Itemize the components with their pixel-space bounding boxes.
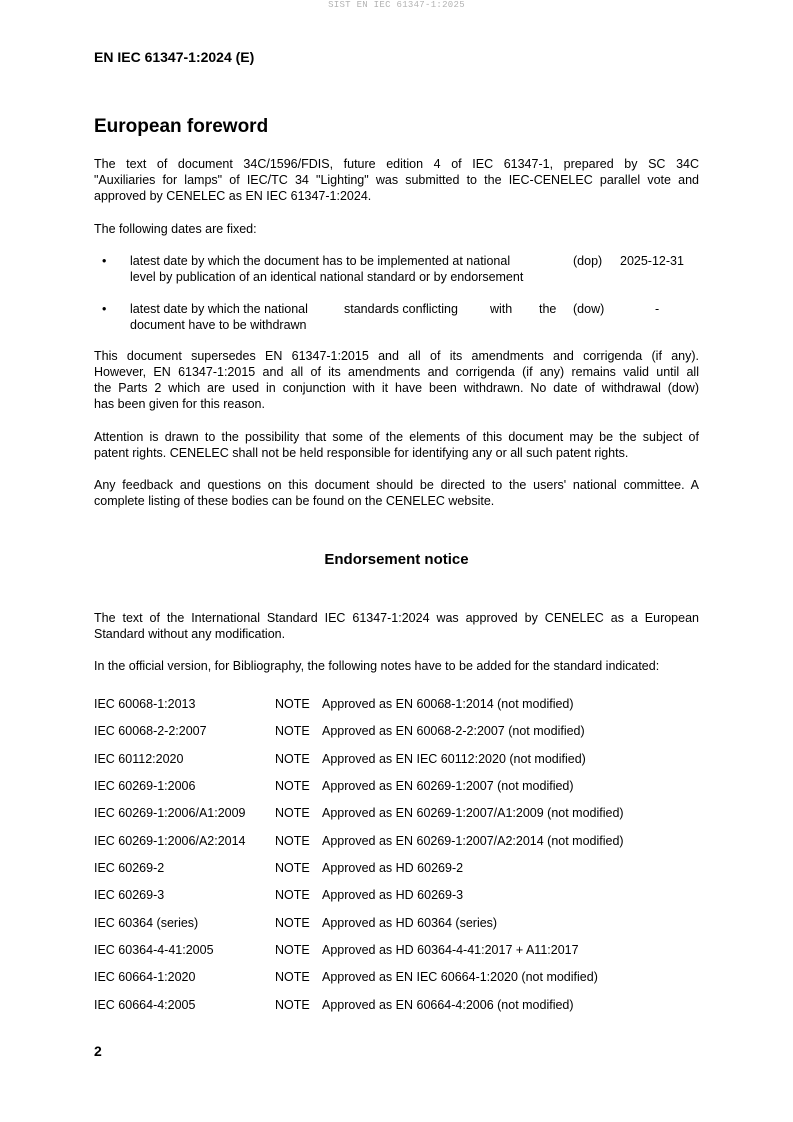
dow-description-line-2: document have to be withdrawn [130, 318, 307, 332]
note-label: NOTE [275, 998, 310, 1012]
foreword-paragraph-2-line-3: the Parts 2 which are used in conjunction with it have been withdrawn. No date of withdrawal (dow) [94, 381, 699, 395]
note-standard: IEC 60364 (series) [94, 916, 199, 930]
note-approval: Approved as EN 60269-1:2007/A1:2009 (not modified) [322, 806, 624, 820]
note-approval: Approved as EN IEC 60112:2020 (not modified) [322, 752, 586, 766]
dop-description-line-1: latest date by which the document has to be implemented at national [130, 254, 511, 268]
note-standard: IEC 60112:2020 [94, 752, 184, 766]
note-standard: IEC 60269-1:2006/A1:2009 [94, 806, 246, 820]
table-row [94, 806, 704, 824]
foreword-paragraph-4-line-1: Any feedback and questions on this document should be directed to the users' national committee. A [94, 478, 699, 492]
bullet-dow: • [102, 302, 107, 316]
note-label: NOTE [275, 943, 310, 957]
note-standard: IEC 60269-1:2006 [94, 779, 196, 793]
foreword-title: European foreword [94, 116, 269, 137]
note-standard: IEC 60269-2 [94, 861, 165, 875]
note-standard: IEC 60364-4-41:2005 [94, 943, 214, 957]
table-row [94, 888, 704, 906]
note-standard: IEC 60068-1:2013 [94, 697, 196, 711]
note-label: NOTE [275, 806, 310, 820]
note-label: NOTE [275, 697, 310, 711]
foreword-paragraph-3-line-1: Attention is drawn to the possibility that some of the elements of this document may be the subject of [94, 430, 699, 444]
note-approval: Approved as EN 60068-2-2:2007 (not modified) [322, 724, 585, 738]
endorsement-paragraph-2: In the official version, for Bibliography, the following notes have to be added for the standard indicated: [94, 659, 660, 673]
note-label: NOTE [275, 752, 310, 766]
note-label: NOTE [275, 834, 310, 848]
note-standard: IEC 60269-1:2006/A2:2014 [94, 834, 246, 848]
foreword-paragraph-2-line-2: However, EN 61347-1:2015 and all of its amendments and corrigenda (if any) remains valid until all [94, 365, 699, 379]
table-row [94, 779, 704, 797]
note-label: NOTE [275, 779, 310, 793]
dop-description-line-2: level by publication of an identical national standard or by endorsement [130, 270, 524, 284]
dow-description-line-1d: the [539, 302, 557, 316]
table-row [94, 916, 704, 934]
note-approval: Approved as EN 60664-4:2006 (not modified) [322, 998, 574, 1012]
foreword-paragraph-4-line-2: complete listing of these bodies can be found on the CENELEC website. [94, 494, 495, 508]
note-label: NOTE [275, 970, 310, 984]
watermark: SIST EN IEC 61347-1:2025 [328, 0, 465, 10]
note-label: NOTE [275, 888, 310, 902]
note-label: NOTE [275, 724, 310, 738]
note-approval: Approved as EN IEC 60664-1:2020 (not modified) [322, 970, 598, 984]
table-row [94, 970, 704, 988]
dow-description-line-1a: latest date by which the national [130, 302, 308, 316]
table-row [94, 861, 704, 879]
document-id-header: EN IEC 61347-1:2024 (E) [94, 49, 255, 65]
table-row [94, 697, 704, 715]
endorsement-title: Endorsement notice [324, 551, 469, 568]
table-row [94, 752, 704, 770]
note-standard: IEC 60269-3 [94, 888, 165, 902]
note-approval: Approved as HD 60269-2 [322, 861, 464, 875]
dop-code: (dop) [573, 254, 603, 268]
note-approval: Approved as EN 60269-1:2007/A2:2014 (not modified) [322, 834, 624, 848]
endorsement-paragraph-1-line-2: Standard without any modification. [94, 627, 286, 641]
dow-description-line-1b: standards conflicting [344, 302, 458, 316]
note-label: NOTE [275, 916, 310, 930]
note-standard: IEC 60664-4:2005 [94, 998, 196, 1012]
note-approval: Approved as HD 60269-3 [322, 888, 464, 902]
endorsement-paragraph-1-line-1: The text of the International Standard IEC 61347-1:2024 was approved by CENELEC as a European [94, 611, 699, 625]
foreword-paragraph-2-line-1: This document supersedes EN 61347-1:2015 and all of its amendments and corrigenda (if any). [94, 349, 699, 363]
note-standard: IEC 60068-2-2:2007 [94, 724, 207, 738]
foreword-paragraph-1-line-2: "Auxiliaries for lamps" of IEC/TC 34 "Lighting" was submitted to the IEC-CENELEC parallel vote and [94, 173, 699, 187]
note-approval: Approved as HD 60364 (series) [322, 916, 498, 930]
foreword-paragraph-1-line-1: The text of document 34C/1596/FDIS, future edition 4 of IEC 61347-1, prepared by SC 34C [94, 157, 699, 171]
dow-date: - [655, 302, 660, 316]
table-row [94, 834, 704, 852]
table-row [94, 724, 704, 742]
note-label: NOTE [275, 861, 310, 875]
note-approval: Approved as EN 60068-1:2014 (not modified) [322, 697, 574, 711]
page-number: 2 [94, 1043, 102, 1059]
dates-intro: The following dates are fixed: [94, 222, 257, 236]
note-standard: IEC 60664-1:2020 [94, 970, 196, 984]
foreword-paragraph-2-line-4: has been given for this reason. [94, 397, 265, 411]
table-row [94, 998, 704, 1016]
foreword-paragraph-1-line-3: approved by CENELEC as EN IEC 61347-1:2024. [94, 189, 372, 203]
dow-description-line-1c: with [490, 302, 513, 316]
bullet-dop: • [102, 254, 107, 268]
table-row [94, 943, 704, 961]
foreword-paragraph-3-line-2: patent rights. CENELEC shall not be held responsible for identifying any or all such patent rights. [94, 446, 629, 460]
note-approval: Approved as EN 60269-1:2007 (not modified) [322, 779, 574, 793]
note-approval: Approved as HD 60364-4-41:2017 + A11:2017 [322, 943, 579, 957]
dow-code: (dow) [573, 302, 605, 316]
dop-date: 2025-12-31 [620, 254, 684, 268]
